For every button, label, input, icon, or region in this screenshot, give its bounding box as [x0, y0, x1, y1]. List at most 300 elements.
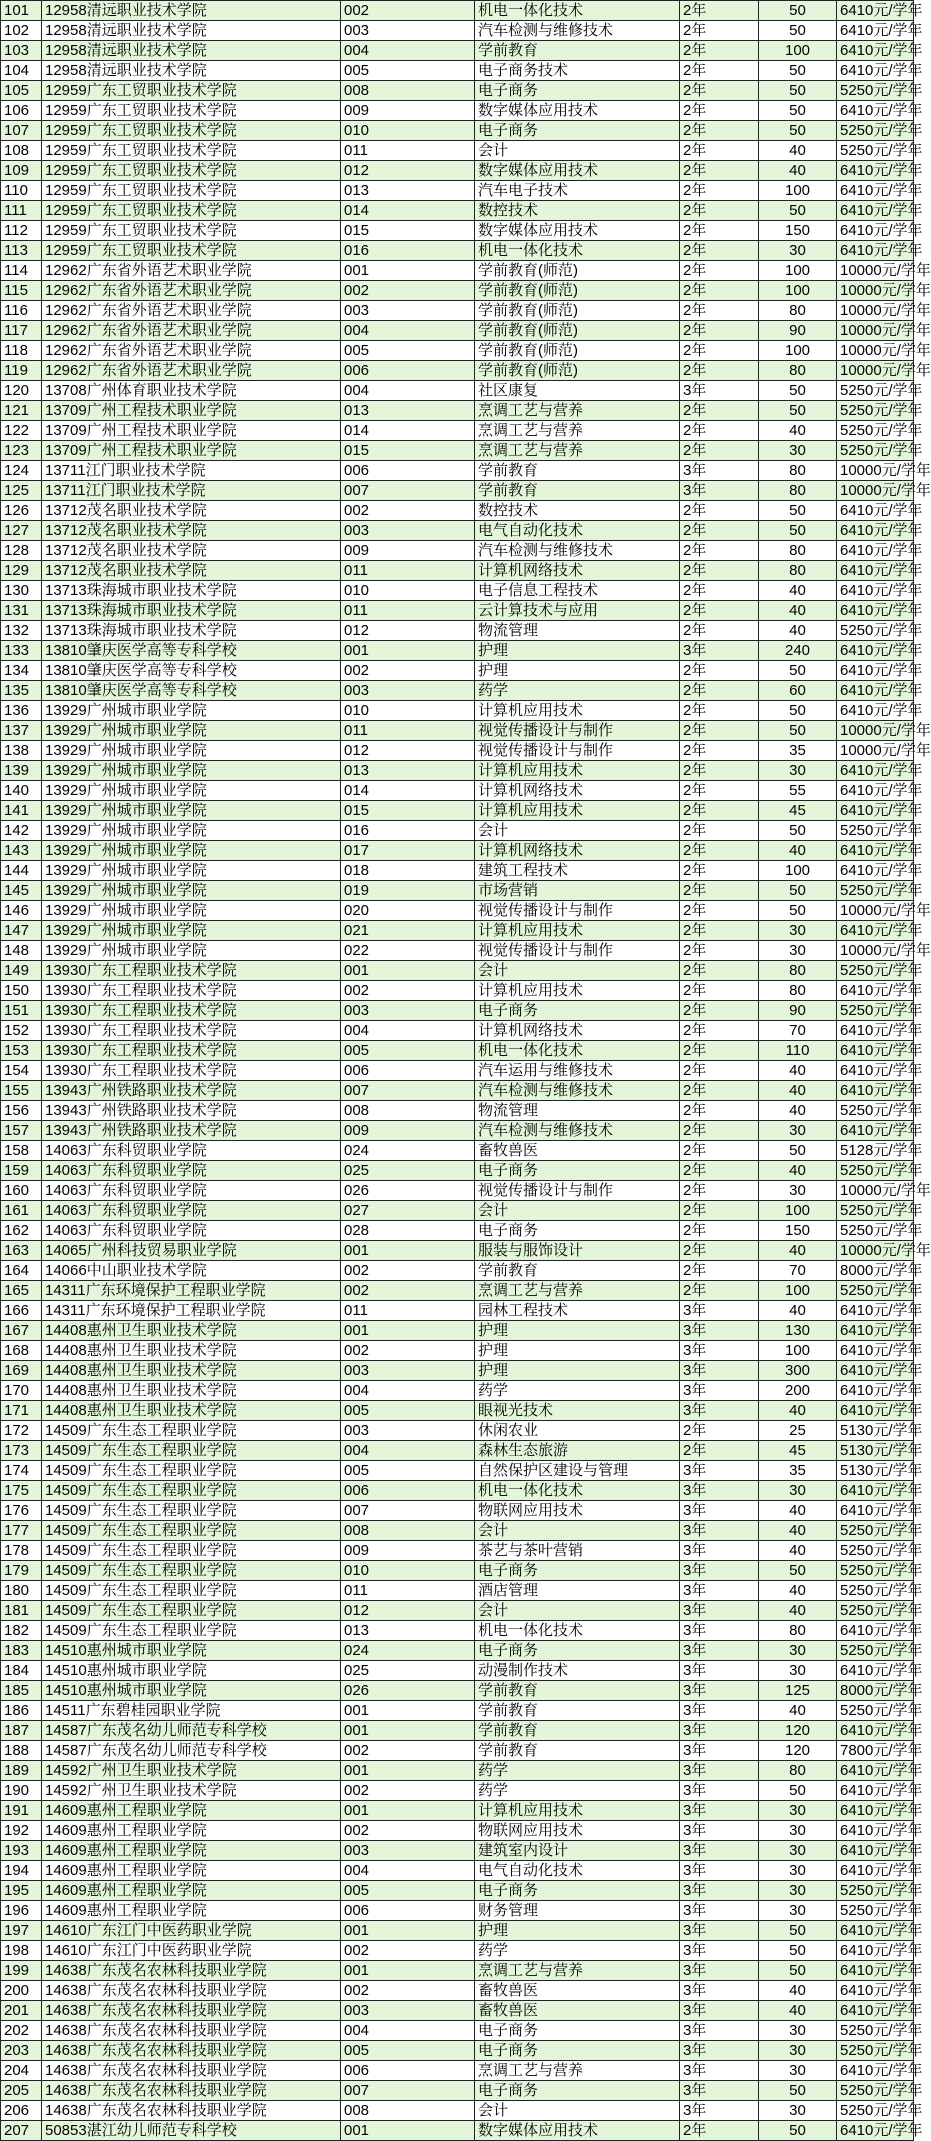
- major-name-cell: 学前教育(师范): [475, 281, 680, 301]
- major-name-cell: 畜牧兽医: [475, 2001, 680, 2021]
- tuition-cell: 5250元/学年: [837, 2041, 914, 2061]
- major-name-cell: 酒店管理: [475, 1581, 680, 1601]
- plan-count-cell: 80: [759, 481, 837, 501]
- plan-count-cell: 40: [759, 841, 837, 861]
- table-row: [1, 201, 914, 221]
- major-name-cell: 计算机应用技术: [475, 761, 680, 781]
- row-index-cell: 102: [1, 21, 42, 41]
- plan-count-cell: 80: [759, 1621, 837, 1641]
- tuition-cell: 6410元/学年: [837, 1941, 914, 1961]
- major-name-cell: 数控技术: [475, 501, 680, 521]
- school-name-cell: 12959广东工贸职业技术学院: [42, 241, 341, 261]
- school-name-cell: 14408惠州卫生职业技术学院: [42, 1401, 341, 1421]
- school-name-cell: 13930广东工程职业技术学院: [42, 981, 341, 1001]
- row-index-cell: 181: [1, 1601, 42, 1621]
- table-row: [1, 2021, 914, 2041]
- table-row: [1, 1621, 914, 1641]
- row-index-cell: 201: [1, 2001, 42, 2021]
- table-row: [1, 1381, 914, 1401]
- school-name-cell: 14063广东科贸职业学院: [42, 1221, 341, 1241]
- school-name-cell: 14063广东科贸职业学院: [42, 1141, 341, 1161]
- plan-count-cell: 40: [759, 2001, 837, 2021]
- duration-cell: 3年: [680, 1521, 759, 1541]
- duration-cell: 2年: [680, 541, 759, 561]
- tuition-cell: 6410元/学年: [837, 1801, 914, 1821]
- duration-cell: 3年: [680, 1601, 759, 1621]
- school-name-cell: 14509广东生态工程职业学院: [42, 1421, 341, 1441]
- row-index-cell: 197: [1, 1921, 42, 1941]
- major-name-cell: 学前教育: [475, 461, 680, 481]
- school-name-cell: 14511广东碧桂园职业学院: [42, 1701, 341, 1721]
- school-name-cell: 14509广东生态工程职业学院: [42, 1481, 341, 1501]
- table-row: [1, 401, 914, 421]
- plan-count-cell: 40: [759, 621, 837, 641]
- duration-cell: 3年: [680, 1761, 759, 1781]
- major-name-cell: 汽车检测与维修技术: [475, 1121, 680, 1141]
- duration-cell: 2年: [680, 21, 759, 41]
- row-index-cell: 194: [1, 1861, 42, 1881]
- table-row: [1, 581, 914, 601]
- major-code-cell: 024: [341, 1641, 475, 1661]
- row-index-cell: 203: [1, 2041, 42, 2061]
- plan-count-cell: 100: [759, 261, 837, 281]
- school-name-cell: 13711江门职业技术学院: [42, 481, 341, 501]
- table-row: [1, 1081, 914, 1101]
- tuition-cell: 6410元/学年: [837, 1341, 914, 1361]
- duration-cell: 2年: [680, 1, 759, 21]
- major-code-cell: 019: [341, 881, 475, 901]
- major-name-cell: 森林生态旅游: [475, 1441, 680, 1461]
- school-name-cell: 12962广东省外语艺术职业学院: [42, 301, 341, 321]
- major-code-cell: 006: [341, 1901, 475, 1921]
- major-code-cell: 012: [341, 741, 475, 761]
- duration-cell: 2年: [680, 1101, 759, 1121]
- tuition-cell: 10000元/学年: [837, 481, 914, 501]
- major-name-cell: 烹调工艺与营养: [475, 2061, 680, 2081]
- school-name-cell: 12962广东省外语艺术职业学院: [42, 261, 341, 281]
- major-name-cell: 服装与服饰设计: [475, 1241, 680, 1261]
- school-name-cell: 12959广东工贸职业技术学院: [42, 121, 341, 141]
- major-code-cell: 007: [341, 2081, 475, 2101]
- duration-cell: 2年: [680, 881, 759, 901]
- table-row: [1, 961, 914, 981]
- school-name-cell: 14609惠州工程职业学院: [42, 1841, 341, 1861]
- major-name-cell: 动漫制作技术: [475, 1661, 680, 1681]
- school-name-cell: 13929广州城市职业学院: [42, 921, 341, 941]
- major-name-cell: 学前教育(师范): [475, 261, 680, 281]
- row-index-cell: 145: [1, 881, 42, 901]
- table-row: [1, 2001, 914, 2021]
- plan-count-cell: 50: [759, 201, 837, 221]
- school-name-cell: 14609惠州工程职业学院: [42, 1901, 341, 1921]
- major-code-cell: 001: [341, 961, 475, 981]
- row-index-cell: 167: [1, 1321, 42, 1341]
- major-name-cell: 数字媒体应用技术: [475, 101, 680, 121]
- school-name-cell: 14509广东生态工程职业学院: [42, 1561, 341, 1581]
- table-row: [1, 181, 914, 201]
- school-name-cell: 13930广东工程职业技术学院: [42, 961, 341, 981]
- major-name-cell: 财务管理: [475, 1901, 680, 1921]
- tuition-cell: 5130元/学年: [837, 1441, 914, 1461]
- plan-count-cell: 120: [759, 1721, 837, 1741]
- duration-cell: 3年: [680, 1841, 759, 1861]
- school-name-cell: 13930广东工程职业技术学院: [42, 1001, 341, 1021]
- table-row: [1, 701, 914, 721]
- major-name-cell: 电子商务: [475, 2021, 680, 2041]
- major-code-cell: 011: [341, 721, 475, 741]
- row-index-cell: 162: [1, 1221, 42, 1241]
- tuition-cell: 5130元/学年: [837, 1421, 914, 1441]
- major-code-cell: 010: [341, 121, 475, 141]
- tuition-cell: 5250元/学年: [837, 961, 914, 981]
- school-name-cell: 12959广东工贸职业技术学院: [42, 221, 341, 241]
- table-row: [1, 1521, 914, 1541]
- plan-count-cell: 50: [759, 901, 837, 921]
- tuition-cell: 5250元/学年: [837, 81, 914, 101]
- duration-cell: 3年: [680, 1401, 759, 1421]
- school-name-cell: 14510惠州城市职业学院: [42, 1641, 341, 1661]
- school-name-cell: 13712茂名职业技术学院: [42, 541, 341, 561]
- plan-count-cell: 40: [759, 1981, 837, 2001]
- duration-cell: 2年: [680, 2121, 759, 2141]
- major-code-cell: 008: [341, 1101, 475, 1121]
- plan-count-cell: 50: [759, 881, 837, 901]
- tuition-cell: 6410元/学年: [837, 1481, 914, 1501]
- major-name-cell: 畜牧兽医: [475, 1981, 680, 2001]
- tuition-cell: 5250元/学年: [837, 441, 914, 461]
- row-index-cell: 143: [1, 841, 42, 861]
- major-name-cell: 会计: [475, 1521, 680, 1541]
- table-row: [1, 1761, 914, 1781]
- tuition-cell: 8000元/学年: [837, 1681, 914, 1701]
- school-name-cell: 14063广东科贸职业学院: [42, 1201, 341, 1221]
- tuition-cell: 6410元/学年: [837, 21, 914, 41]
- plan-count-cell: 80: [759, 461, 837, 481]
- row-index-cell: 202: [1, 2021, 42, 2041]
- school-name-cell: 14063广东科贸职业学院: [42, 1161, 341, 1181]
- school-name-cell: 13929广州城市职业学院: [42, 801, 341, 821]
- tuition-cell: 6410元/学年: [837, 1401, 914, 1421]
- plan-count-cell: 30: [759, 1661, 837, 1681]
- table-row: [1, 1061, 914, 1081]
- row-index-cell: 118: [1, 341, 42, 361]
- major-name-cell: 护理: [475, 641, 680, 661]
- table-row: [1, 921, 914, 941]
- major-name-cell: 药学: [475, 681, 680, 701]
- tuition-cell: 6410元/学年: [837, 1081, 914, 1101]
- school-name-cell: 13709广州工程技术职业学院: [42, 441, 341, 461]
- row-index-cell: 161: [1, 1201, 42, 1221]
- major-code-cell: 002: [341, 1261, 475, 1281]
- plan-count-cell: 100: [759, 1201, 837, 1221]
- major-name-cell: 数字媒体应用技术: [475, 2121, 680, 2141]
- school-name-cell: 12962广东省外语艺术职业学院: [42, 361, 341, 381]
- major-name-cell: 会计: [475, 961, 680, 981]
- plan-count-cell: 125: [759, 1681, 837, 1701]
- table-row: [1, 61, 914, 81]
- duration-cell: 3年: [680, 1981, 759, 2001]
- major-name-cell: 烹调工艺与营养: [475, 1961, 680, 1981]
- row-index-cell: 198: [1, 1941, 42, 1961]
- major-name-cell: 机电一体化技术: [475, 1481, 680, 1501]
- school-name-cell: 13810肇庆医学高等专科学校: [42, 681, 341, 701]
- tuition-cell: 10000元/学年: [837, 301, 914, 321]
- major-code-cell: 015: [341, 441, 475, 461]
- major-name-cell: 电子商务: [475, 81, 680, 101]
- major-name-cell: 数字媒体应用技术: [475, 221, 680, 241]
- major-code-cell: 005: [341, 1041, 475, 1061]
- table-row: [1, 841, 914, 861]
- table-row: [1, 521, 914, 541]
- row-index-cell: 184: [1, 1661, 42, 1681]
- school-name-cell: 13929广州城市职业学院: [42, 761, 341, 781]
- table-row: [1, 1341, 914, 1361]
- duration-cell: 3年: [680, 1961, 759, 1981]
- duration-cell: 2年: [680, 561, 759, 581]
- duration-cell: 3年: [680, 2021, 759, 2041]
- duration-cell: 3年: [680, 2041, 759, 2061]
- school-name-cell: 14638广东茂名农林科技职业学院: [42, 1961, 341, 1981]
- tuition-cell: 6410元/学年: [837, 1061, 914, 1081]
- row-index-cell: 124: [1, 461, 42, 481]
- major-code-cell: 002: [341, 661, 475, 681]
- major-code-cell: 007: [341, 481, 475, 501]
- major-code-cell: 004: [341, 41, 475, 61]
- major-name-cell: 数字媒体应用技术: [475, 161, 680, 181]
- major-code-cell: 004: [341, 321, 475, 341]
- school-name-cell: 13810肇庆医学高等专科学校: [42, 661, 341, 681]
- major-name-cell: 会计: [475, 821, 680, 841]
- table-row: [1, 501, 914, 521]
- plan-count-cell: 50: [759, 1781, 837, 1801]
- plan-count-cell: 30: [759, 1481, 837, 1501]
- major-code-cell: 006: [341, 361, 475, 381]
- tuition-cell: 5250元/学年: [837, 821, 914, 841]
- tuition-cell: 6410元/学年: [837, 681, 914, 701]
- tuition-cell: 10000元/学年: [837, 1181, 914, 1201]
- plan-count-cell: 70: [759, 1021, 837, 1041]
- table-row: [1, 681, 914, 701]
- row-index-cell: 133: [1, 641, 42, 661]
- plan-count-cell: 70: [759, 1261, 837, 1281]
- plan-count-cell: 30: [759, 921, 837, 941]
- major-code-cell: 025: [341, 1161, 475, 1181]
- major-name-cell: 计算机应用技术: [475, 701, 680, 721]
- table-row: [1, 1721, 914, 1741]
- major-name-cell: 电子商务: [475, 2081, 680, 2101]
- major-code-cell: 002: [341, 1281, 475, 1301]
- major-name-cell: 汽车电子技术: [475, 181, 680, 201]
- plan-count-cell: 80: [759, 981, 837, 1001]
- major-name-cell: 机电一体化技术: [475, 241, 680, 261]
- major-name-cell: 汽车检测与维修技术: [475, 1081, 680, 1101]
- table-row: [1, 321, 914, 341]
- major-name-cell: 电子信息工程技术: [475, 581, 680, 601]
- row-index-cell: 183: [1, 1641, 42, 1661]
- table-row: [1, 1921, 914, 1941]
- plan-count-cell: 40: [759, 581, 837, 601]
- major-name-cell: 烹调工艺与营养: [475, 401, 680, 421]
- tuition-cell: 10000元/学年: [837, 321, 914, 341]
- school-name-cell: 14609惠州工程职业学院: [42, 1821, 341, 1841]
- plan-count-cell: 50: [759, 1941, 837, 1961]
- school-name-cell: 13929广州城市职业学院: [42, 781, 341, 801]
- duration-cell: 3年: [680, 1541, 759, 1561]
- tuition-cell: 6410元/学年: [837, 641, 914, 661]
- table-row: [1, 381, 914, 401]
- duration-cell: 2年: [680, 1021, 759, 1041]
- tuition-cell: 6410元/学年: [837, 1721, 914, 1741]
- school-name-cell: 12959广东工贸职业技术学院: [42, 201, 341, 221]
- tuition-cell: 5250元/学年: [837, 1541, 914, 1561]
- table-row: [1, 801, 914, 821]
- school-name-cell: 13711江门职业技术学院: [42, 461, 341, 481]
- table-row: [1, 1861, 914, 1881]
- table-row: [1, 1881, 914, 1901]
- major-name-cell: 学前教育(师范): [475, 301, 680, 321]
- school-name-cell: 13810肇庆医学高等专科学校: [42, 641, 341, 661]
- plan-count-cell: 40: [759, 1401, 837, 1421]
- major-name-cell: 电子商务: [475, 1161, 680, 1181]
- major-name-cell: 会计: [475, 1201, 680, 1221]
- plan-count-cell: 100: [759, 281, 837, 301]
- table-row: [1, 1421, 914, 1441]
- plan-count-cell: 40: [759, 1521, 837, 1541]
- major-name-cell: 学前教育: [475, 1741, 680, 1761]
- plan-count-cell: 30: [759, 761, 837, 781]
- school-name-cell: 13943广州铁路职业技术学院: [42, 1101, 341, 1121]
- duration-cell: 2年: [680, 321, 759, 341]
- major-name-cell: 烹调工艺与营养: [475, 421, 680, 441]
- major-code-cell: 010: [341, 581, 475, 601]
- major-name-cell: 计算机应用技术: [475, 981, 680, 1001]
- table-row: [1, 1961, 914, 1981]
- major-name-cell: 电子商务: [475, 121, 680, 141]
- table-row: [1, 121, 914, 141]
- major-name-cell: 视觉传播设计与制作: [475, 941, 680, 961]
- duration-cell: 2年: [680, 101, 759, 121]
- plan-count-cell: 50: [759, 1, 837, 21]
- school-name-cell: 13709广州工程技术职业学院: [42, 421, 341, 441]
- major-name-cell: 药学: [475, 1381, 680, 1401]
- major-code-cell: 015: [341, 221, 475, 241]
- major-code-cell: 010: [341, 1561, 475, 1581]
- row-index-cell: 129: [1, 561, 42, 581]
- major-name-cell: 眼视光技术: [475, 1401, 680, 1421]
- tuition-cell: 5250元/学年: [837, 1001, 914, 1021]
- table-row: [1, 81, 914, 101]
- plan-count-cell: 50: [759, 21, 837, 41]
- major-name-cell: 视觉传播设计与制作: [475, 1181, 680, 1201]
- row-index-cell: 103: [1, 41, 42, 61]
- school-name-cell: 14509广东生态工程职业学院: [42, 1621, 341, 1641]
- major-code-cell: 008: [341, 81, 475, 101]
- major-code-cell: 009: [341, 541, 475, 561]
- tuition-cell: 5250元/学年: [837, 881, 914, 901]
- duration-cell: 2年: [680, 1201, 759, 1221]
- plan-count-cell: 100: [759, 181, 837, 201]
- table-row: [1, 1201, 914, 1221]
- plan-count-cell: 30: [759, 2061, 837, 2081]
- school-name-cell: 13709广州工程技术职业学院: [42, 401, 341, 421]
- duration-cell: 3年: [680, 461, 759, 481]
- table-row: [1, 1101, 914, 1121]
- school-name-cell: 13712茂名职业技术学院: [42, 521, 341, 541]
- major-code-cell: 016: [341, 821, 475, 841]
- duration-cell: 2年: [680, 861, 759, 881]
- duration-cell: 2年: [680, 281, 759, 301]
- major-name-cell: 休闲农业: [475, 1421, 680, 1441]
- table-row: [1, 221, 914, 241]
- major-code-cell: 015: [341, 801, 475, 821]
- duration-cell: 2年: [680, 941, 759, 961]
- row-index-cell: 127: [1, 521, 42, 541]
- duration-cell: 2年: [680, 601, 759, 621]
- tuition-cell: 6410元/学年: [837, 1961, 914, 1981]
- table-row: [1, 1001, 914, 1021]
- row-index-cell: 128: [1, 541, 42, 561]
- row-index-cell: 190: [1, 1781, 42, 1801]
- tuition-cell: 6410元/学年: [837, 2061, 914, 2081]
- plan-count-cell: 100: [759, 861, 837, 881]
- duration-cell: 2年: [680, 1281, 759, 1301]
- tuition-cell: 6410元/学年: [837, 921, 914, 941]
- duration-cell: 2年: [680, 801, 759, 821]
- plan-count-cell: 40: [759, 1081, 837, 1101]
- duration-cell: 2年: [680, 1241, 759, 1261]
- plan-count-cell: 40: [759, 1501, 837, 1521]
- major-name-cell: 建筑工程技术: [475, 861, 680, 881]
- duration-cell: 3年: [680, 2081, 759, 2101]
- school-name-cell: 13929广州城市职业学院: [42, 701, 341, 721]
- tuition-cell: 6410元/学年: [837, 541, 914, 561]
- row-index-cell: 126: [1, 501, 42, 521]
- major-name-cell: 数控技术: [475, 201, 680, 221]
- duration-cell: 2年: [680, 681, 759, 701]
- table-row: [1, 341, 914, 361]
- duration-cell: 2年: [680, 1041, 759, 1061]
- row-index-cell: 174: [1, 1461, 42, 1481]
- plan-count-cell: 25: [759, 1421, 837, 1441]
- tuition-cell: 5250元/学年: [837, 421, 914, 441]
- tuition-cell: 6410元/学年: [837, 61, 914, 81]
- major-code-cell: 001: [341, 1321, 475, 1341]
- table-row: [1, 2121, 914, 2141]
- row-index-cell: 117: [1, 321, 42, 341]
- duration-cell: 2年: [680, 501, 759, 521]
- row-index-cell: 153: [1, 1041, 42, 1061]
- row-index-cell: 193: [1, 1841, 42, 1861]
- major-code-cell: 011: [341, 601, 475, 621]
- plan-count-cell: 50: [759, 661, 837, 681]
- duration-cell: 2年: [680, 341, 759, 361]
- major-code-cell: 004: [341, 1021, 475, 1041]
- table-row: [1, 1941, 914, 1961]
- plan-count-cell: 30: [759, 2101, 837, 2121]
- plan-count-cell: 30: [759, 1801, 837, 1821]
- major-name-cell: 电子商务: [475, 1561, 680, 1581]
- tuition-cell: 6410元/学年: [837, 1301, 914, 1321]
- major-name-cell: 园林工程技术: [475, 1301, 680, 1321]
- school-name-cell: 14311广东环境保护工程职业学院: [42, 1281, 341, 1301]
- row-index-cell: 163: [1, 1241, 42, 1261]
- tuition-cell: 5250元/学年: [837, 2081, 914, 2101]
- table-row: [1, 101, 914, 121]
- tuition-cell: 6410元/学年: [837, 661, 914, 681]
- school-name-cell: 14638广东茂名农林科技职业学院: [42, 2001, 341, 2021]
- tuition-cell: 6410元/学年: [837, 521, 914, 541]
- duration-cell: 2年: [680, 161, 759, 181]
